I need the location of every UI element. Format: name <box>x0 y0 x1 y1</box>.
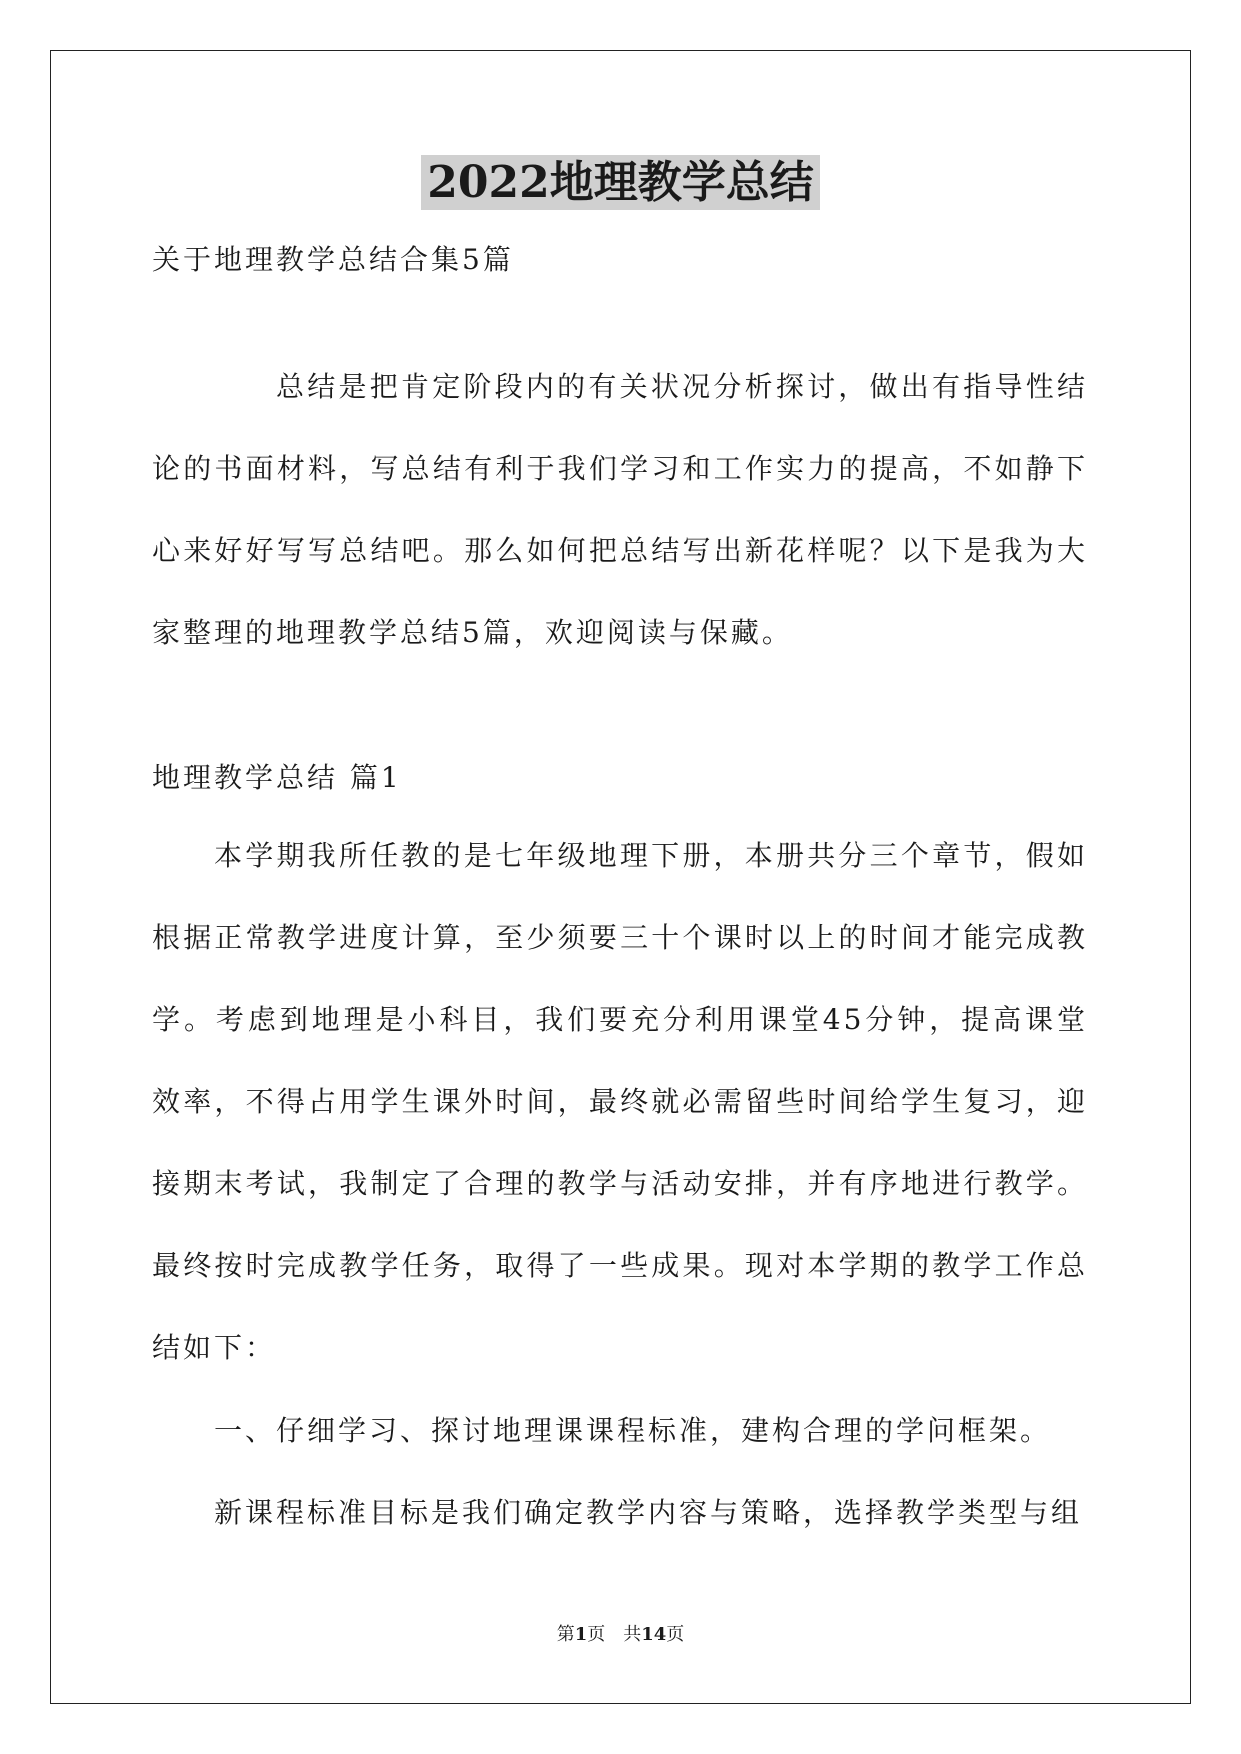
footer-total-prefix: 共 <box>623 1624 642 1645</box>
footer-page-number: 1 <box>574 1624 588 1645</box>
intro-paragraph: 总结是把肯定阶段内的有关状况分析探讨，做出有指导性结论的书面材料，写总结有利于我们学习和工作实力的提高，不如静下心来好好写写总结吧。那么如何把总结写出新花样呢？以下是我为大家整理的地理教学总结5篇，欢迎阅读与保藏。 <box>152 370 1088 649</box>
footer-total-suffix: 页 <box>666 1624 685 1645</box>
point-heading-1: 一、仔细学习、探讨地理课课程标准，建构合理的学问框架。 <box>214 1414 1052 1447</box>
document-title-text: 2022地理教学总结 <box>421 155 819 210</box>
document-title <box>0 155 1241 211</box>
footer-total-pages: 14 <box>641 1624 667 1645</box>
footer-page-prefix: 第 <box>556 1624 575 1645</box>
body-paragraph-2: 新课程标准目标是我们确定教学内容与策略，选择教学类型与组 <box>214 1496 1083 1529</box>
footer-page-suffix: 页 <box>587 1624 606 1645</box>
section-heading: 地理教学总结 篇1 <box>152 761 402 794</box>
page-footer <box>0 1623 1241 1647</box>
document-subtitle: 关于地理教学总结合集5篇 <box>152 243 514 276</box>
body-paragraph-1: 本学期我所任教的是七年级地理下册，本册共分三个章节，假如根据正常教学进度计算，至少须要三十个课时以上的时间才能完成教学。考虑到地理是小科目，我们要充分利用课堂45分钟，提高课堂效率，不得占用学生课外时间，最终就必需留些时间给学生复习，迎接期末考试，我制定了合理的教学与活动安排，并有序地进行教学。最终按时完成教学任务，取得了一些成果。现对本学期的教学工作总结如下： <box>152 839 1088 1364</box>
